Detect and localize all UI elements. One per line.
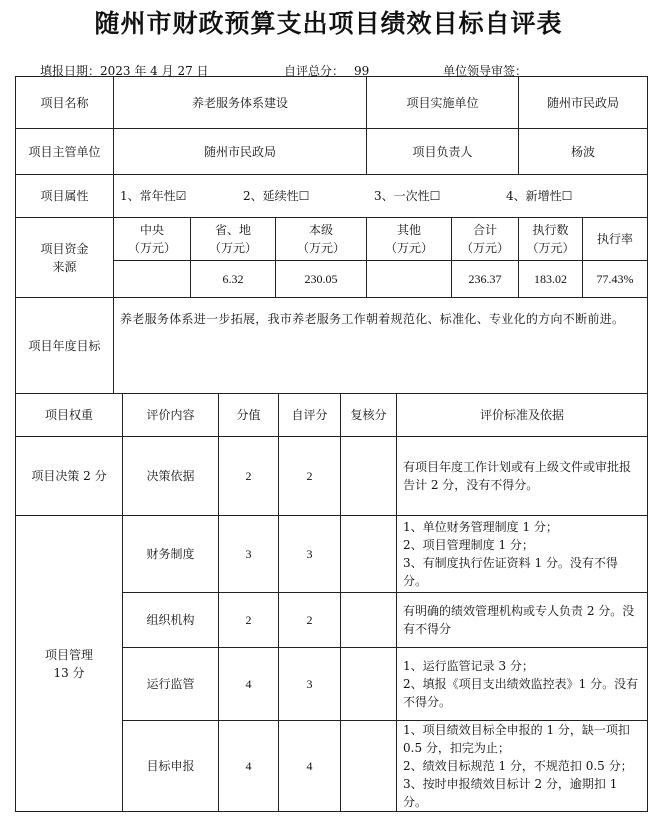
eval-self-score: 3: [279, 648, 341, 721]
funding-header-province: [191, 218, 276, 261]
criteria-line: 1、项目绩效目标全申报的 1 分，缺一项扣 0.5 分，扣完为止；: [403, 723, 630, 755]
annual-goal-text: 养老服务体系进一步拓展，我市养老服务工作朝着规范化、标准化、专业化的方向不断前进。: [114, 298, 648, 394]
eval-header-score: 分值: [219, 394, 279, 437]
attr-option-recurring: 1、常年性☑: [120, 189, 187, 203]
group-name-line1: 项目管理: [44, 647, 93, 662]
eval-header-content: 评价内容: [123, 394, 219, 437]
page-title: 随州市财政预算支出项目绩效目标自评表: [94, 9, 563, 38]
table-row: [16, 437, 648, 516]
criteria-line: 2、填报《项目支出绩效监控表》1 分。没有不得分。: [403, 677, 639, 709]
funding-label-line2: 来源: [52, 259, 77, 274]
eval-criteria: [397, 593, 648, 648]
eval-review-score: [341, 648, 397, 721]
header-line1: 执行数: [532, 223, 569, 237]
eval-self-score: 3: [279, 516, 341, 593]
fill-date-value: 2023 年 4 月 27 日: [100, 64, 209, 78]
eval-criteria: [397, 437, 648, 516]
criteria-line: 2、绩效目标规范 1 分，不规范扣 0.5 分；: [403, 759, 633, 773]
eval-review-score: [341, 437, 397, 516]
eval-review-score: [341, 516, 397, 593]
project-name-value: 养老服务体系建设: [114, 77, 367, 129]
person-value: 杨波: [519, 129, 648, 175]
header-line2: （万元）: [127, 241, 176, 255]
eval-score: 2: [219, 593, 279, 648]
funding-value-total: 236.37: [452, 261, 519, 298]
header-line1: 中央: [139, 223, 164, 237]
eval-review-score: [341, 593, 397, 648]
eval-self-score: 2: [279, 437, 341, 516]
funding-header-total: [452, 218, 519, 261]
funding-value-rate: 77.43%: [583, 261, 648, 298]
person-label: 项目负责人: [367, 129, 519, 175]
eval-content: 组织机构: [123, 593, 219, 648]
header-line2: （万元）: [297, 241, 346, 255]
funding-label: [16, 218, 114, 298]
impl-unit-value: 随州市民政局: [519, 77, 648, 129]
table-row: [16, 516, 648, 593]
eval-header-self-score: 自评分: [279, 394, 341, 437]
eval-self-score: 2: [279, 593, 341, 648]
eval-content: 目标申报: [123, 721, 219, 812]
header-line1: 省、地: [214, 223, 251, 237]
header-line1: 合计: [473, 223, 498, 237]
criteria-line: 3、按时申报绩效目标计 2 分，逾期扣 1 分。: [403, 777, 618, 809]
criteria-line: 2、项目管理制度 1 分；: [403, 538, 534, 552]
attr-option-new: 4、新增性☐: [506, 189, 573, 203]
funding-value-other: [367, 261, 452, 298]
funding-value-local: 230.05: [276, 261, 367, 298]
criteria-line: 1、单位财务管理制度 1 分；: [403, 520, 558, 534]
funding-header-central: [114, 218, 191, 261]
funding-label-line1: 项目资金: [40, 241, 89, 256]
supervisor-label: 项目主管单位: [16, 129, 114, 175]
annual-goal-label: 项目年度目标: [16, 298, 114, 394]
eval-self-score: 4: [279, 721, 341, 812]
funding-header-local: [276, 218, 367, 261]
eval-review-score: [341, 721, 397, 812]
funding-header-rate: 执行率: [583, 218, 648, 261]
total-score-value: 99: [354, 64, 370, 78]
criteria-line: 有项目年度工作计划或有上级文件或审批报告计 2 分，没有不得分。: [403, 460, 632, 492]
project-info-table: [15, 76, 648, 394]
group-decision-weight: 项目决策 2 分: [16, 437, 123, 516]
attr-options: [114, 175, 648, 218]
funding-header-executed: [519, 218, 583, 261]
header-line1: 其他: [397, 223, 422, 237]
eval-header-review-score: 复核分: [341, 394, 397, 437]
eval-criteria: [397, 648, 648, 721]
eval-header-weight: 项目权重: [16, 394, 123, 437]
header-line2: （万元）: [461, 241, 510, 255]
leader-approval-label: 单位领导审签：: [443, 64, 528, 78]
evaluation-table: [15, 393, 648, 812]
supervisor-value: 随州市民政局: [114, 129, 367, 175]
header-line2: （万元）: [385, 241, 434, 255]
criteria-line: 1、运行监管记录 3 分；: [403, 659, 534, 673]
eval-score: 3: [219, 516, 279, 593]
attr-option-continuing: 2、延续性☐: [243, 189, 310, 203]
header-line2: （万元）: [208, 241, 257, 255]
group-name-line2: 13 分: [53, 665, 85, 680]
header-line1: 本级: [309, 223, 334, 237]
funding-value-executed: 183.02: [519, 261, 583, 298]
funding-header-other: [367, 218, 452, 261]
header-line2: （万元）: [526, 241, 575, 255]
criteria-line: 有明确的绩效管理机构或专人负责 2 分。没有不得分: [403, 604, 635, 636]
funding-value-central: [114, 261, 191, 298]
total-score-label: 自评总分：: [284, 64, 345, 78]
funding-value-province: 6.32: [191, 261, 276, 298]
impl-unit-label: 项目实施单位: [367, 77, 519, 129]
eval-content: 财务制度: [123, 516, 219, 593]
eval-criteria: [397, 721, 648, 812]
attr-option-one-time: 3、一次性☐: [374, 189, 441, 203]
eval-criteria: [397, 516, 648, 593]
eval-header-criteria: 评价标准及依据: [397, 394, 648, 437]
eval-content: 运行监管: [123, 648, 219, 721]
eval-score: 4: [219, 648, 279, 721]
eval-score: 4: [219, 721, 279, 812]
fill-date-label: 填报日期：: [40, 64, 101, 78]
attr-label: 项目属性: [16, 175, 114, 218]
criteria-line: 3、有制度执行佐证资料 1 分。没有不得分。: [403, 556, 618, 588]
group-management-weight: [16, 516, 123, 812]
eval-content: 决策依据: [123, 437, 219, 516]
eval-score: 2: [219, 437, 279, 516]
project-name-label: 项目名称: [16, 77, 114, 129]
